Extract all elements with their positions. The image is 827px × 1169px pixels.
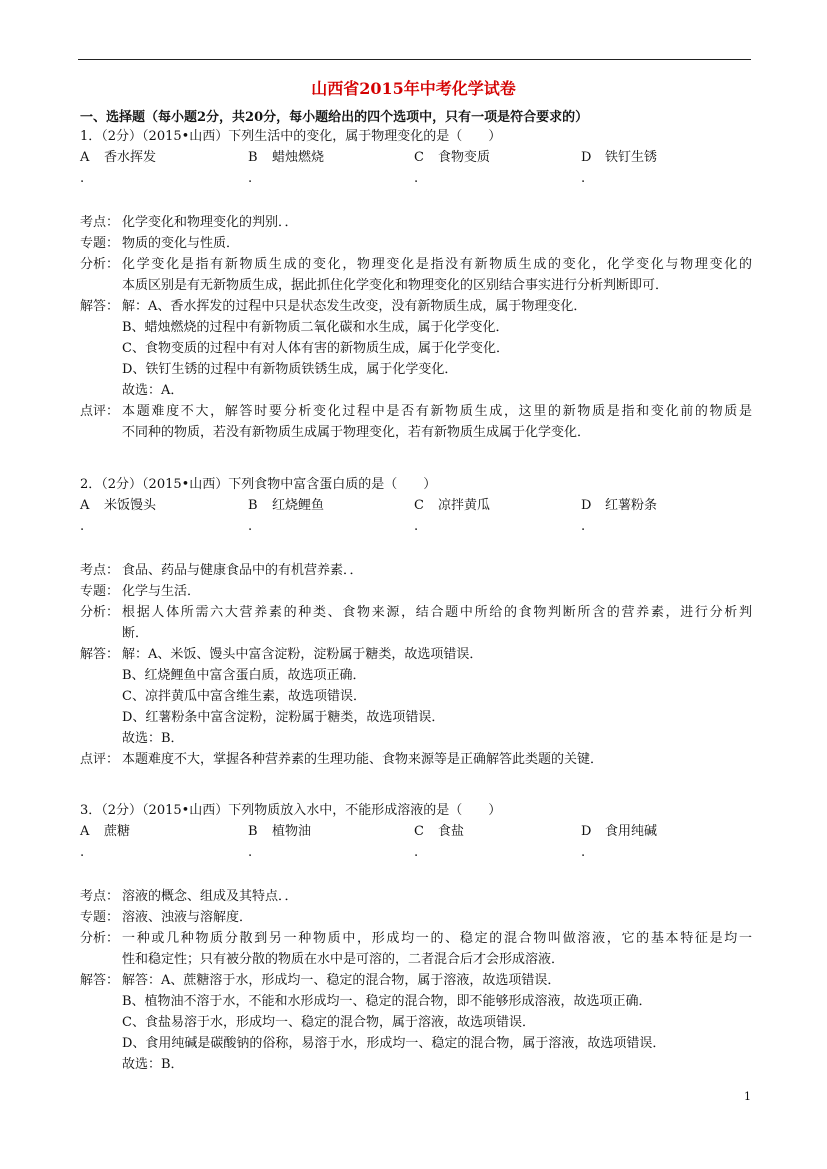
kaodian-row: 考点： 食品、药品与健康食品中的有机营养素．． xyxy=(80,563,363,578)
zhuanti-row: 专题： 溶液、浊液与溶解度． xyxy=(80,910,253,925)
option-d[interactable]: D 食用纯碱 . xyxy=(581,824,658,860)
page-title: 山西省2015年中考化学试卷 xyxy=(311,79,516,98)
analysis-3 xyxy=(80,886,752,1075)
option-a[interactable]: A 蔗糖 . xyxy=(80,824,131,860)
header-rule xyxy=(78,59,751,60)
option-c[interactable]: C 凉拌黄瓜 . xyxy=(414,498,491,534)
zhuanti-row: 专题： 物质的变化与性质． xyxy=(80,236,240,251)
fenxi-row: 分析： 一种或几种物质分散到另一种物质中，形成均一的、稳定的混合物叫做溶液，它的基本特征是均一 性和稳定性；只有被分散的物质在水中是可溶的，二者混合后才会形成溶液． xyxy=(80,931,752,967)
option-b[interactable]: B 红烧鲤鱼 . xyxy=(248,498,325,534)
zhuanti-row: 专题： 化学与生活． xyxy=(80,584,201,599)
question-1 xyxy=(80,126,752,189)
option-d[interactable]: D 红薯粉条 . xyxy=(581,498,658,534)
option-d[interactable]: D 铁钉生锈 . xyxy=(581,150,658,186)
options xyxy=(80,495,752,537)
option-b[interactable]: B 蜡烛燃烧 . xyxy=(248,150,325,186)
section-heading: 一、选择题（每小题2分，共20分，每小题给出的四个选项中，只有一项是符合要求的） xyxy=(80,110,589,125)
fenxi-row: 分析： 根据人体所需六大营养素的种类、食物来源，结合题中所给的食物判断所含的营养素，进行分析判 断． xyxy=(80,605,752,641)
option-a[interactable]: A 米饭馒头 . xyxy=(80,498,157,534)
analysis-2 xyxy=(80,560,752,770)
option-c[interactable]: C 食盐 . xyxy=(414,824,465,860)
question-3 xyxy=(80,800,752,863)
kaodian-row: 考点： 溶液的概念、组成及其特点．． xyxy=(80,889,298,904)
options xyxy=(80,821,752,863)
question-stem: 3．（2分）（2015•山西）下列物质放入水中，不能形成溶液的是（ ） xyxy=(80,803,502,818)
jieda-row: 解答： 解：A、香水挥发的过程中只是状态发生改变，没有新物质生成，属于物理变化． B、蜡烛燃烧的过程中有新物质二氧化碳和水生成，属于化学变化． C、食物变质的过程中有对人体有害的新物质生成，属于化学变化． D、铁钉生锈的过程中有新物质铁锈生成，属于化学变化． 故选：A． xyxy=(80,299,587,398)
kaodian-row: 考点： 化学变化和物理变化的判别．． xyxy=(80,215,298,230)
fenxi-row: 分析： 化学变化是指有新物质生成的变化，物理变化是指没有新物质生成的变化，化学变化与物理变化的 本质区别是有无新物质生成，据此抓住化学变化和物理变化的区别结合事实进行分析判断即可． xyxy=(80,257,752,293)
dianping-row: 点评： 本题难度不大，解答时要分析变化过程中是否有新物质生成，这里的新物质是指和变化前的物质是 不同种的物质，若没有新物质生成属于物理变化，若有新物质生成属于化学变化． xyxy=(80,404,752,440)
option-b[interactable]: B 植物油 . xyxy=(248,824,312,860)
jieda-row: 解答： 解答：A、蔗糖溶于水，形成均一、稳定的混合物，属于溶液，故选项错误． B、植物油不溶于水，不能和水形成均一、稳定的混合物，即不能够形成溶液，故选项正确． C、食盐易溶于水，形成均一、稳定的混合物，属于溶液，故选项错误． D、食用纯碱是碳酸钠的俗称，易溶于水，形成均一、稳定的混合物，属于溶液，故选项错误． 故选：B． xyxy=(80,973,666,1072)
dianping-row: 点评： 本题难度不大，掌握各种营养素的生理功能、食物来源等是正确解答此类题的关键． xyxy=(80,752,604,767)
question-stem: 2．（2分）（2015•山西）下列食物中富含蛋白质的是（ ） xyxy=(80,477,437,492)
page-number: 1 xyxy=(744,1090,751,1103)
options xyxy=(80,147,752,189)
option-c[interactable]: C 食物变质 . xyxy=(414,150,491,186)
analysis-1 xyxy=(80,212,752,443)
option-a[interactable]: A 香水挥发 . xyxy=(80,150,157,186)
question-2 xyxy=(80,474,752,537)
jieda-row: 解答： 解：A、米饭、馒头中富含淀粉，淀粉属于糖类，故选项错误． B、红烧鲤鱼中富含蛋白质，故选项正确． C、凉拌黄瓜中富含维生素，故选项错误． D、红薯粉条中富含淀粉，淀粉属于糖类，故选项错误． 故选：B． xyxy=(80,647,483,746)
question-stem: 1．（2分）（2015•山西）下列生活中的变化，属于物理变化的是（ ） xyxy=(80,129,502,144)
